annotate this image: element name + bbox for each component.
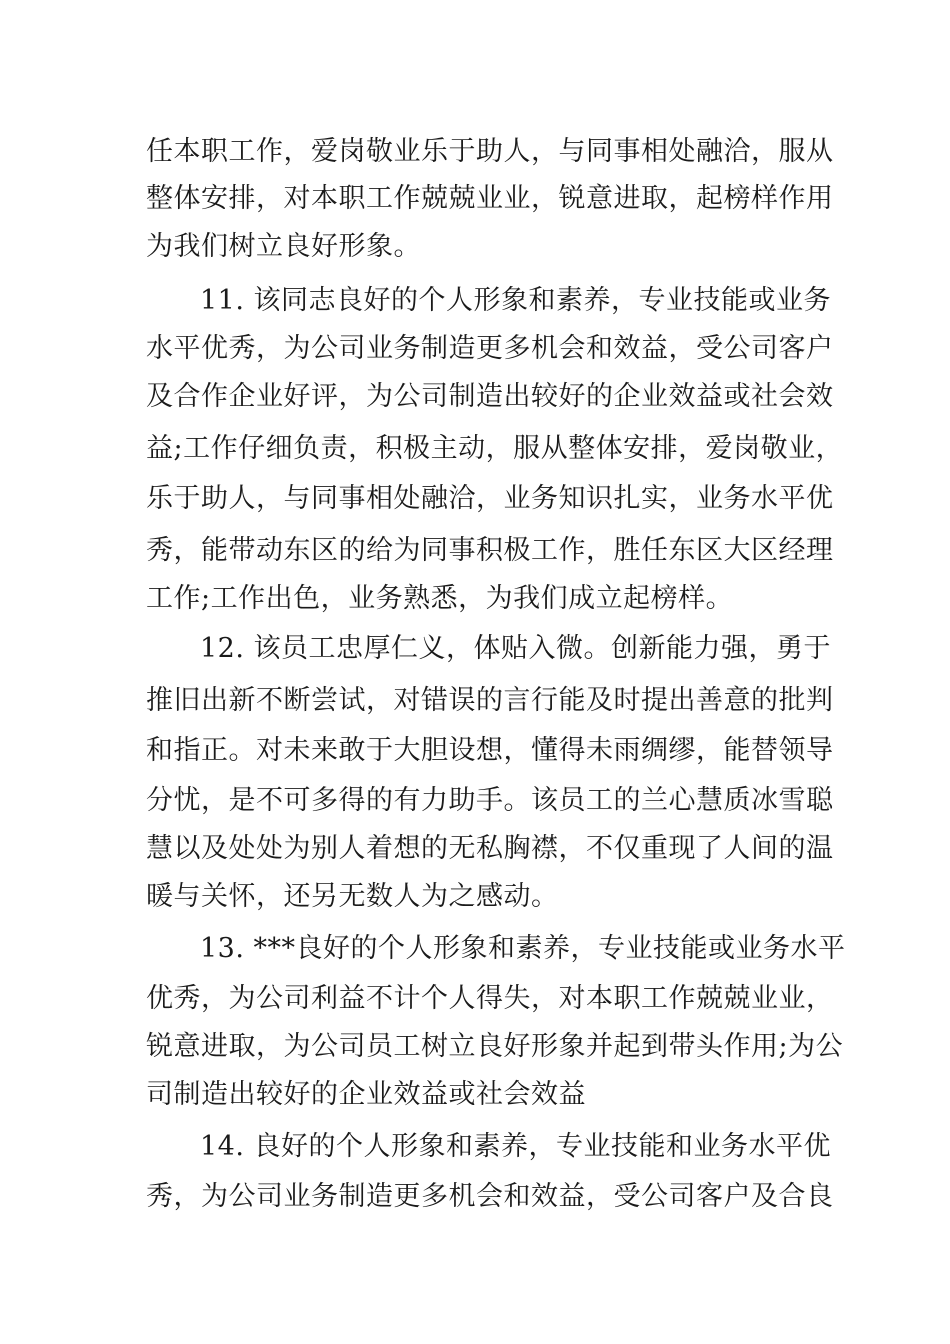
- text-line: 秀，能带动东区的给为同事积极工作，胜任东区大区经理: [146, 535, 834, 566]
- paragraph-11-start: 11. 该同志良好的个人形象和素养，专业技能或业务: [200, 285, 832, 316]
- text-line: 优秀，为公司利益不计个人得失，对本职工作兢兢业业，: [146, 983, 834, 1014]
- text-line: 任本职工作，爱岗敬业乐于助人，与同事相处融洽，服从: [146, 136, 834, 167]
- text-line: 水平优秀，为公司业务制造更多机会和效益，受公司客户: [146, 333, 834, 364]
- text-line: 整体安排，对本职工作兢兢业业，锐意进取，起榜样作用: [146, 183, 834, 214]
- text-line: 推旧出新不断尝试，对错误的言行能及时提出善意的批判: [146, 685, 834, 716]
- text-line: 司制造出较好的企业效益或社会效益: [146, 1079, 586, 1110]
- text-line: 和指正。对未来敢于大胆设想，懂得未雨绸缪，能替领导: [146, 735, 834, 766]
- text-line: 益;工作仔细负责，积极主动，服从整体安排，爱岗敬业，: [146, 433, 844, 464]
- text-line: 分忧，是不可多得的有力助手。该员工的兰心慧质冰雪聪: [146, 785, 834, 816]
- paragraph-12-start: 12. 该员工忠厚仁义，体贴入微。创新能力强，勇于: [200, 633, 832, 664]
- text-line: 秀，为公司业务制造更多机会和效益，受公司客户及合良: [146, 1181, 834, 1212]
- text-line: 工作;工作出色，业务熟悉，为我们成立起榜样。: [146, 583, 734, 614]
- text-line: 锐意进取，为公司员工树立良好形象并起到带头作用;为公: [146, 1031, 844, 1062]
- text-line: 及合作企业好评，为公司制造出较好的企业效益或社会效: [146, 381, 834, 412]
- text-line: 暖与关怀，还另无数人为之感动。: [146, 881, 559, 912]
- text-line: 为我们树立良好形象。: [146, 231, 421, 262]
- text-line: 乐于助人，与同事相处融洽，业务知识扎实，业务水平优: [146, 483, 834, 514]
- paragraph-14-start: 14. 良好的个人形象和素养，专业技能和业务水平优: [200, 1131, 832, 1162]
- text-line: 慧以及处处为别人着想的无私胸襟，不仅重现了人间的温: [146, 833, 834, 864]
- paragraph-13-start: 13. ***良好的个人形象和素养，专业技能或业务水平: [200, 933, 846, 964]
